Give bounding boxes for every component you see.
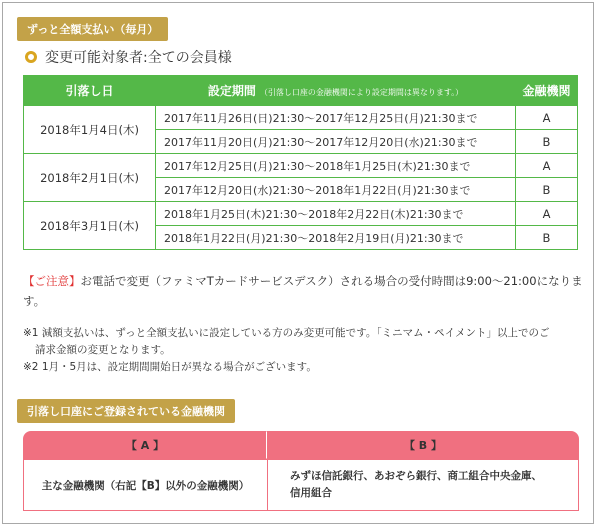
caution-note [23, 271, 583, 311]
footnote-2: ※2 1月・5月は、設定期間開始日が異なる場合がございます。 [23, 361, 317, 373]
footnotes [23, 325, 583, 376]
bank-header-a: 【 A 】 [23, 431, 267, 459]
target-members-text: 変更可能対象者:全ての会員様 [45, 50, 232, 66]
header-setting-period-label: 設定期間 [207, 84, 256, 98]
institution-code: B [516, 178, 578, 202]
target-members-line [25, 47, 232, 67]
table-row [23, 459, 579, 511]
table-row [24, 202, 578, 226]
bank-cell-b-line-1: みずほ信託銀行、あおぞら銀行、商工組合中央金庫、 [290, 470, 542, 482]
schedule-header-row [24, 76, 578, 106]
section-title-full-payment: ずっと全額支払い（毎月） [17, 17, 168, 41]
ring-bullet-icon [25, 51, 37, 63]
institution-code: B [516, 226, 578, 250]
bank-cell-a: 主な金融機関（右記【B】以外の金融機関） [23, 459, 267, 511]
institution-code: A [516, 202, 578, 226]
setting-period: 2017年12月20日(水)21:30〜2018年1月22日(月)21:30まで [156, 178, 516, 202]
setting-period: 2018年1月22日(月)21:30〜2018年2月19日(月)21:30まで [156, 226, 516, 250]
bank-cell-b [267, 459, 579, 511]
caution-text: お電話で変更（ファミマTカードサービスデスク）される場合の受付時間は9:00〜21:00になります。 [23, 274, 583, 308]
bank-cell-b-line-2: 信用組合 [290, 487, 332, 499]
institution-code: A [516, 106, 578, 130]
table-row [24, 106, 578, 130]
setting-period: 2018年1月25日(木)21:30〜2018年2月22日(木)21:30まで [156, 202, 516, 226]
schedule-table [23, 75, 578, 250]
header-institution: 金融機関 [516, 76, 578, 106]
caution-tag: 【ご注意】 [23, 274, 81, 288]
content-frame [2, 2, 594, 524]
bank-header-row [23, 431, 579, 459]
setting-period: 2017年11月20日(月)21:30〜2017年12月20日(水)21:30まで [156, 130, 516, 154]
header-withdrawal-date: 引落し日 [24, 76, 156, 106]
bank-table [23, 431, 579, 511]
withdrawal-date: 2018年1月4日(木) [24, 106, 156, 154]
header-setting-period [156, 76, 516, 106]
setting-period: 2017年11月26日(日)21:30〜2017年12月25日(月)21:30まで [156, 106, 516, 130]
section-title-registered-banks: 引落し口座にご登録されている金融機関 [17, 399, 235, 423]
footnote-1: ※1 減額支払いは、ずっと全額支払いに設定している方のみ変更可能です。「ミニマム・ペイメント」以上でのご [23, 327, 550, 339]
footnote-1-continued: 請求金額の変更となります。 [35, 344, 171, 356]
withdrawal-date: 2018年3月1日(木) [24, 202, 156, 250]
bank-header-b: 【 B 】 [267, 431, 579, 459]
institution-code: B [516, 130, 578, 154]
table-row [24, 154, 578, 178]
setting-period: 2017年12月25日(月)21:30〜2018年1月25日(木)21:30まで [156, 154, 516, 178]
header-setting-period-note: （引落し口座の金融機関により設定期間は異なります。） [259, 88, 464, 97]
withdrawal-date: 2018年2月1日(木) [24, 154, 156, 202]
institution-code: A [516, 154, 578, 178]
